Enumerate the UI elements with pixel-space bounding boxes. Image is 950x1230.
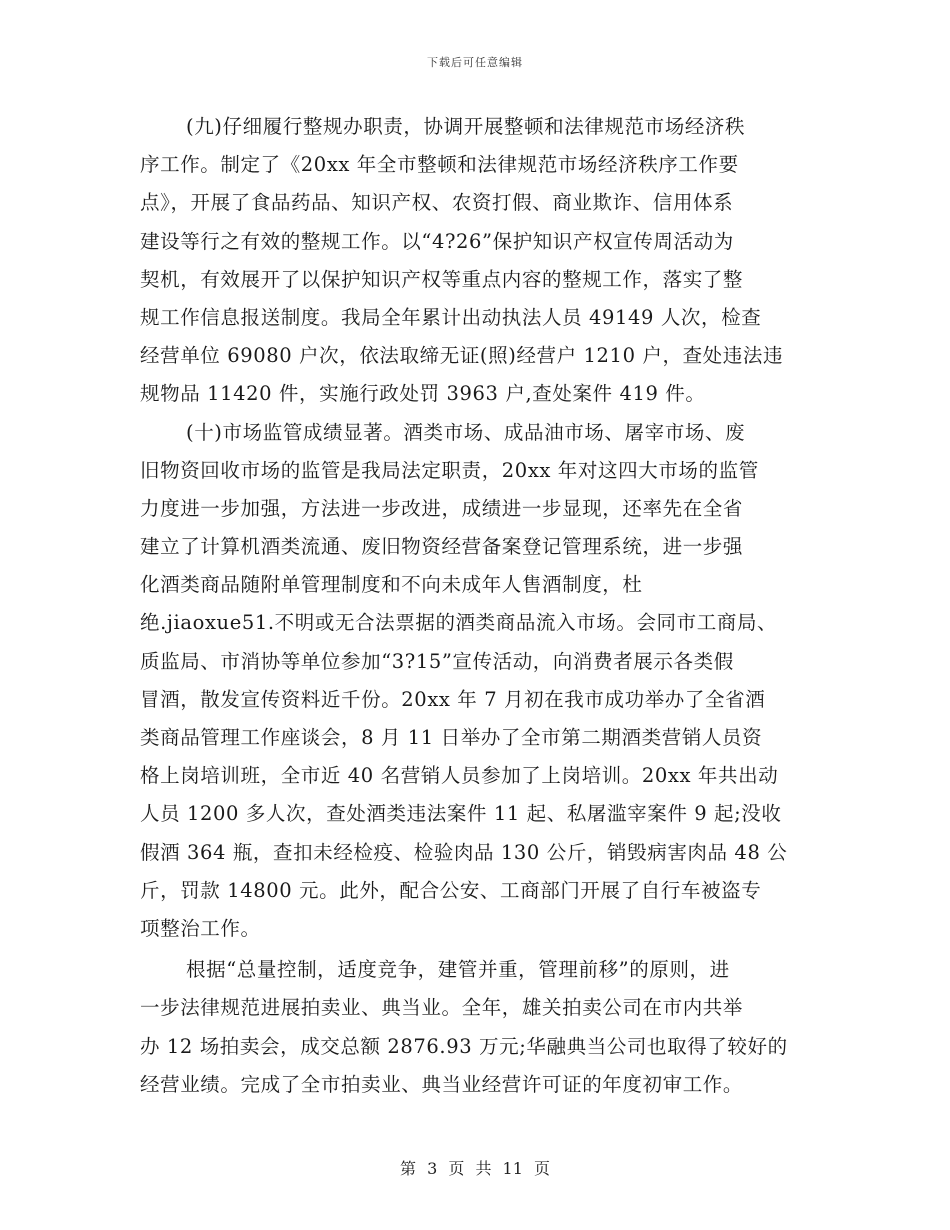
- paragraph-line: 契机，有效展开了以保护知识产权等重点内容的整规工作，落实了整: [140, 267, 744, 291]
- paragraph-line: 旧物资回收市场的监管是我局法定职责，20xx 年对这四大市场的监管: [140, 458, 759, 482]
- paragraph-line: 经营业绩。完成了全市拍卖业、典当业经营许可证的年度初审工作。: [140, 1072, 744, 1096]
- paragraph-line: 绝.jiaoxue51.不明或无合法票据的酒类商品流入市场。会同市工商局、: [140, 611, 778, 635]
- paragraph-line: 规物品 11420 件，实施行政处罚 3963 户,查处案件 419 件。: [140, 382, 706, 406]
- paragraph-line: 假酒 364 瓶，查扣未经检疫、检验肉品 130 公斤，销毁病害肉品 48 公: [140, 840, 788, 864]
- paragraph-line: 力度进一步加强，方法进一步改进，成绩进一步显现，还率先在全省: [140, 496, 744, 520]
- paragraph-line: 序工作。制定了《20xx 年全市整顿和法律规范市场经济秩序工作要: [140, 153, 739, 177]
- paragraph-line: 化酒类商品随附单管理制度和不向未成年人售酒制度，杜: [140, 573, 643, 597]
- paragraph-line: 根据“总量控制，适度竞争，建管并重，管理前移”的原则，进: [186, 958, 730, 982]
- paragraph-line: (十)市场监管成绩显著。酒类市场、成品油市场、屠宰市场、废: [186, 420, 746, 444]
- paragraph-line: 建立了计算机酒类流通、废旧物资经营备案登记管理系统，进一步强: [140, 535, 744, 559]
- paragraph-line: 建设等行之有效的整规工作。以“4?26”保护知识产权宣传周活动为: [140, 229, 734, 253]
- page-header: 下载后可任意编辑: [427, 56, 523, 69]
- paragraph-line: 冒酒，散发宣传资料近千份。20xx 年 7 月初在我市成功举办了全省酒: [140, 687, 766, 711]
- page-number: 第 3 页 共 11 页: [400, 1159, 550, 1178]
- paragraph-line: 斤，罚款 14800 元。此外，配合公安、工商部门开展了自行车被盗专: [140, 878, 762, 902]
- paragraph-line: 经营单位 69080 户次，依法取缔无证(照)经营户 1210 户，查处违法违: [140, 344, 784, 368]
- paragraph-line: 人员 1200 多人次，查处酒类违法案件 11 起、私屠滥宰案件 9 起;没收: [140, 802, 782, 826]
- paragraph-line: 办 12 场拍卖会，成交总额 2876.93 万元;华融典当公司也取得了较好的: [140, 1034, 788, 1058]
- paragraph-line: 规工作信息报送制度。我局全年累计出动执法人员 49149 人次，检查: [140, 305, 762, 329]
- document-body: [140, 108, 820, 1104]
- paragraph-line: (九)仔细履行整规办职责，协调开展整顿和法律规范市场经济秩: [186, 115, 746, 138]
- paragraph-line: 类商品管理工作座谈会，8 月 11 日举办了全市第二期酒类营销人员资: [140, 726, 763, 749]
- paragraph-line: 点》，开展了食品药品、知识产权、农资打假、商业欺诈、信用体系: [140, 191, 734, 215]
- paragraph-line: 质监局、市消协等单位参加“3?15”宣传活动，向消费者展示各类假: [140, 649, 734, 673]
- paragraph-line: 项整治工作。: [140, 916, 261, 940]
- paragraph-line: 格上岗培训班，全市近 40 名营销人员参加了上岗培训。20xx 年共出动: [140, 764, 779, 788]
- paragraph-line: 一步法律规范进展拍卖业、典当业。全年，雄关拍卖公司在市内共举: [140, 996, 744, 1020]
